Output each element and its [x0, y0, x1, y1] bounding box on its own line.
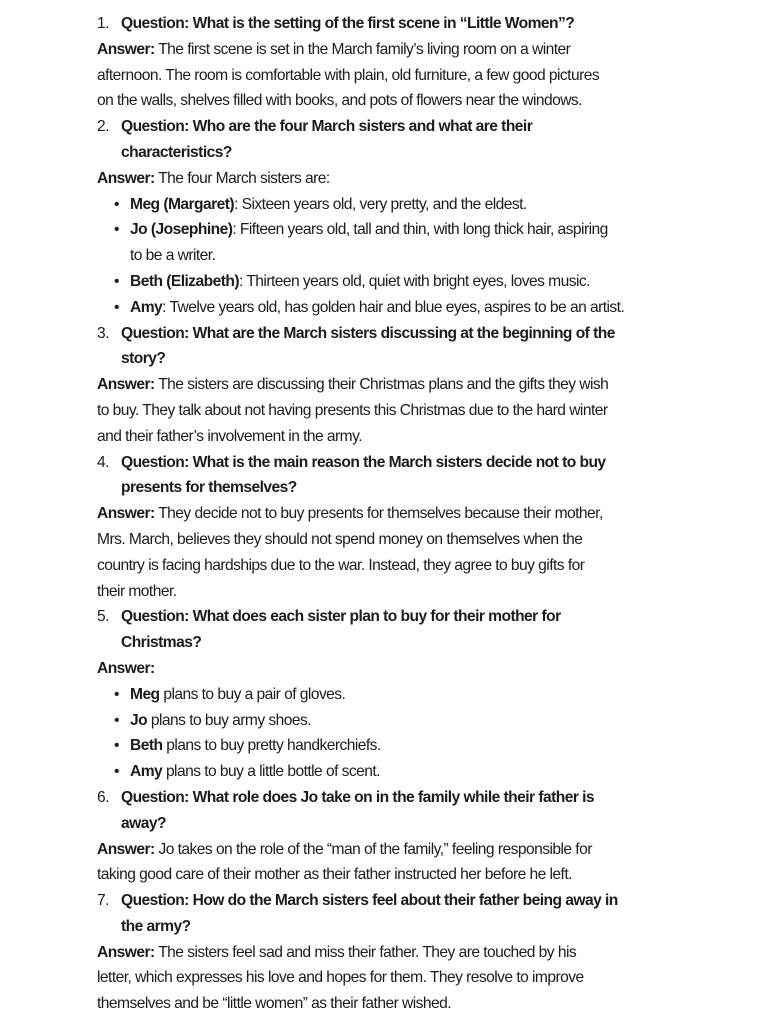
answer-line: [0, 862, 768, 888]
list-item-name: Beth: [130, 737, 163, 755]
question-line: [0, 914, 768, 940]
answer-line: [0, 553, 768, 579]
answer-text: Mrs. March, believes they should not spend money on themselves when the: [97, 530, 583, 548]
question-number: 1.: [97, 15, 109, 32]
question-line: [0, 604, 768, 630]
question-line: [0, 785, 768, 811]
answer-line: [0, 501, 768, 527]
list-item-name: Meg: [130, 685, 160, 703]
answer-line: [0, 656, 768, 682]
list-item-text: : Thirteen years old, quiet with bright eyes, loves music.: [239, 272, 590, 290]
question-text: the army?: [121, 917, 191, 935]
answer-text: themselves and be “little women” as their father wished.: [97, 995, 452, 1013]
answer-text: The sisters feel sad and miss their father. They are touched by his: [158, 943, 577, 961]
list-item: [0, 295, 768, 321]
question-number: 2.: [97, 118, 109, 136]
question-text: What is the setting of the first scene in “Little Women”?: [192, 15, 575, 32]
question-line: [0, 475, 768, 501]
answer-line: [0, 527, 768, 553]
question-line: [0, 630, 768, 656]
qa-item: [0, 785, 768, 888]
list-item: [0, 708, 768, 734]
answer-text: their mother.: [97, 582, 177, 600]
list-item-text: plans to buy a pair of gloves.: [159, 685, 346, 703]
list-item: [0, 759, 768, 785]
question-text: What role does Jo take on in the family while their father is: [192, 788, 595, 806]
answer-line: [0, 398, 768, 424]
question-line: [0, 450, 768, 476]
question-number: 6.: [97, 788, 109, 806]
question-text: What is the main reason the March sisters decide not to buy: [192, 453, 606, 471]
answer-line: [0, 965, 768, 991]
answer-line: [0, 837, 768, 863]
list-item: [0, 269, 768, 295]
list-item-text: plans to buy a little bottle of scent.: [162, 763, 380, 781]
list-item-name: Jo: [130, 711, 148, 729]
answer-label: Answer:: [97, 376, 155, 394]
question-text: What does each sister plan to buy for their mother for: [192, 608, 561, 626]
list-item-text: : Twelve years old, has golden hair and blue eyes, aspires to be an artist.: [162, 298, 625, 316]
answer-text: to buy. They talk about not having presents this Christmas due to the hard winter: [97, 401, 608, 419]
bullet-dot: •: [114, 711, 119, 729]
answer-label: Answer:: [97, 169, 155, 187]
answer-label: Answer:: [97, 943, 155, 961]
answer-text: country is facing hardships due to the war. Instead, they agree to buy gifts for: [97, 556, 585, 574]
question-number: 3.: [97, 324, 109, 342]
question-label: Question:: [121, 608, 189, 626]
bullet-dot: •: [114, 272, 119, 290]
question-number: 5.: [97, 608, 109, 626]
answer-text: The first scene is set in the March family’s living room on a winter: [158, 40, 571, 58]
question-text: Who are the four March sisters and what are their: [192, 118, 533, 136]
answer-line: [0, 37, 768, 63]
question-text: presents for themselves?: [121, 479, 297, 497]
answer-text: taking good care of their mother as their father instructed her before he left.: [97, 866, 572, 884]
list-item: [0, 192, 768, 218]
question-line: [0, 321, 768, 347]
question-line: [0, 11, 768, 37]
question-line: [0, 346, 768, 372]
question-number: 7.: [97, 892, 109, 910]
list-item: [0, 243, 768, 269]
list-item-name: Beth (Elizabeth): [130, 272, 240, 290]
list-item: [0, 217, 768, 243]
list-item-name: Meg (Margaret): [130, 195, 235, 213]
bullet-dot: •: [114, 298, 119, 316]
question-text: story?: [121, 350, 166, 368]
list-item: [0, 733, 768, 759]
answer-line: [0, 88, 768, 114]
answer-text: They decide not to buy presents for themselves because their mother,: [158, 505, 603, 523]
question-text: away?: [121, 814, 166, 832]
bullet-dot: •: [114, 221, 119, 239]
question-number: 4.: [97, 453, 109, 471]
answer-line: [0, 372, 768, 398]
answer-label: Answer:: [97, 505, 155, 523]
list-item: [0, 682, 768, 708]
question-text: How do the March sisters feel about their father being away in: [192, 892, 618, 910]
answer-line: [0, 991, 768, 1017]
answer-line: [0, 579, 768, 605]
list-item-text: to be a writer.: [130, 247, 216, 265]
qa-item: [0, 888, 768, 1017]
answer-line: [0, 63, 768, 89]
question-text: What are the March sisters discussing at the beginning of the: [192, 324, 615, 342]
answer-label: Answer:: [97, 40, 155, 58]
question-label: Question:: [121, 788, 189, 806]
answer-text: on the walls, shelves filled with books, and pots of flowers near the windows.: [97, 92, 582, 110]
qa-item: [0, 321, 768, 450]
bullet-dot: •: [114, 763, 119, 781]
question-text: characteristics?: [121, 143, 232, 161]
question-line: [0, 888, 768, 914]
question-line: [0, 140, 768, 166]
qa-item: [0, 114, 768, 320]
list-item-text: plans to buy army shoes.: [147, 711, 312, 729]
answer-text: afternoon. The room is comfortable with plain, old furniture, a few good pictures: [97, 66, 600, 84]
answer-text: and their father’s involvement in the army.: [97, 427, 362, 445]
question-text: Christmas?: [121, 634, 202, 652]
list-item-text: : Sixteen years old, very pretty, and the eldest.: [234, 195, 527, 213]
list-item-name: Amy: [130, 763, 163, 781]
answer-text: Jo takes on the role of the “man of the family,” feeling responsible for: [158, 840, 592, 858]
question-label: Question:: [121, 324, 189, 342]
bullet-list: [0, 682, 768, 785]
answer-text: The four March sisters are:: [158, 169, 330, 187]
list-item-text: plans to buy pretty handkerchiefs.: [162, 737, 381, 755]
answer-label: Answer:: [97, 659, 155, 677]
question-line: [0, 811, 768, 837]
answer-line: [0, 424, 768, 450]
qa-item: [0, 604, 768, 785]
answer-text: The sisters are discussing their Christmas plans and the gifts they wish: [158, 376, 609, 394]
list-item-text: : Fifteen years old, tall and thin, with long thick hair, aspiring: [232, 221, 608, 239]
question-line: [0, 114, 768, 140]
bullet-dot: •: [114, 737, 119, 755]
bullet-list: [0, 192, 768, 321]
question-label: Question:: [121, 892, 189, 910]
answer-line: [0, 940, 768, 966]
qa-item: [0, 11, 768, 114]
answer-label: Answer:: [97, 840, 155, 858]
bullet-dot: •: [114, 195, 119, 213]
answer-line: [0, 166, 768, 192]
question-label: Question:: [121, 453, 189, 471]
bullet-dot: •: [114, 685, 119, 703]
answer-text: letter, which expresses his love and hopes for them. They resolve to improve: [97, 969, 584, 987]
question-label: Question:: [121, 118, 189, 136]
list-item-name: Amy: [130, 298, 163, 316]
question-label: Question:: [121, 15, 189, 32]
qa-item: [0, 450, 768, 605]
list-item-name: Jo (Josephine): [130, 221, 233, 239]
